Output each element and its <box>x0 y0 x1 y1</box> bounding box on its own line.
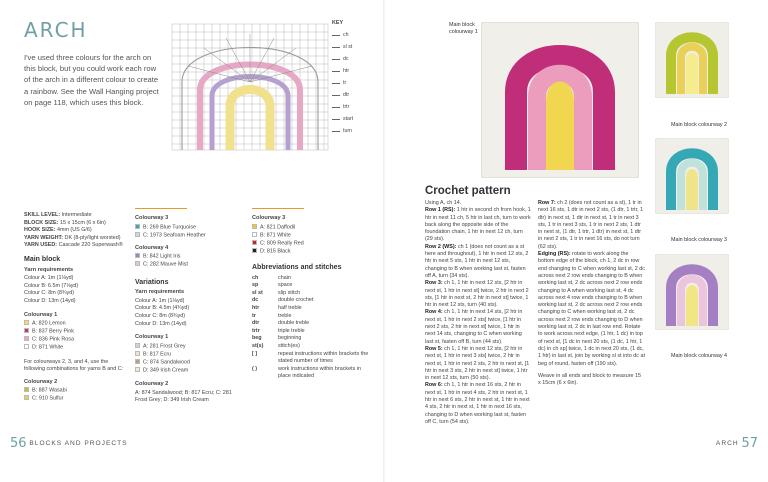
swatch <box>252 240 257 245</box>
colourway-swatch-row: B: 887 Wasabi <box>24 387 130 395</box>
colourway-swatch-row: C: 874 Sandalwood <box>135 359 241 367</box>
colourway-2-heading: Colourway 2 <box>24 378 58 385</box>
colourway-swatch-row: C: 910 Sulfur <box>24 395 130 403</box>
block-size: BLOCK SIZE: 15 x 15cm (6 x 6in) <box>24 219 106 226</box>
pattern-row: Weave in all ends and block to measure 15 x 15cm (6 x 6in). <box>538 372 641 387</box>
yarn-req-item: Colour B: 6.5m (7⅛yd) <box>24 282 79 289</box>
colourway-swatch-row: D: 871 White <box>24 344 130 352</box>
pattern-column-2 <box>538 200 645 387</box>
colourway-swatch-row: A: 281 Frost Grey <box>135 343 241 351</box>
swatch <box>24 395 29 400</box>
key-item: trtr <box>332 101 376 113</box>
pattern-column-1 <box>425 200 531 426</box>
colourway-swatch-row: A: 821 Daffodil <box>252 224 370 232</box>
yarn-used: YARN USED: Cascade 220 Superwash® <box>24 242 123 249</box>
swatch <box>135 253 140 258</box>
hook-size: HOOK SIZE: 4mm (US G/6) <box>24 227 92 234</box>
abbreviation-row: ch chain <box>252 274 291 281</box>
abbreviation-row: htr half treble <box>252 304 302 311</box>
crochet-chart-diagram <box>170 22 330 152</box>
colourway-3-caption: Main block colourway 3 <box>671 237 728 243</box>
pattern-row: Row 2 (WS): ch 1 (does not count as a st here and throughout), 1 htr in next 12 sts, 2 htr in next 5 sts, 1 htr in next 12 sts, changing to B when working last st, fasten off A, turn (34 sts). <box>425 243 529 279</box>
yarn-req-item: Colour A: 1m (1⅛yd) <box>135 297 185 304</box>
colourway-swatch-row: B: 842 Light Iris <box>135 253 241 261</box>
yarn-req-item: Colour D: 13m (14yd) <box>135 320 187 327</box>
section-title-left: BLOCKS AND PROJECTS <box>29 440 128 447</box>
skill-level: SKILL LEVEL: Intermediate <box>24 212 92 218</box>
colourway-2-caption: Main block colourway 2 <box>671 122 728 128</box>
abbreviation-row: dtr double treble <box>252 320 310 327</box>
pattern-row: Row 5: ch 1, 1 htr in next 12 sts, [2 htr in next st, 1 htr in next 3 sts] twice, 2 htr in next st, 1 htr in next 2 sts, 2 htr in next st, [1 htr in next 3 sts, 2 htr in next st] twice, 1 htr in next 12 sts, turn (50 sts). <box>425 345 530 382</box>
colourway-3-thumbnail <box>655 138 729 214</box>
colourway-4-heading: Colourway 4 <box>135 244 169 251</box>
colourway-swatch-row: C: 809 Really Red <box>252 240 370 248</box>
variations-req-heading: Yarn requirements <box>135 289 185 296</box>
colourway-swatch-row: C: 282 Mauve Mist <box>135 261 241 269</box>
key-heading: KEY <box>332 20 344 26</box>
page-number-left: 56 <box>10 436 27 451</box>
abbreviation-row: [ ] repeat instructions within brackets the stated number of times <box>252 350 369 365</box>
section-title-right: ARCH <box>715 440 739 447</box>
pattern-row: Edging (RS): rotate to work along the bottom edge of the block, ch 1, 2 dc in row end changing to C when working last st, 2 dc across next 2 row ends changing to B when working last st, 2 dc across next 2 row ends changing to A when working last st, 4 dc across next 4 row ends changing to B when working last st, 2 dc across next 2 row ends changing to C when working last st, 2 dc across next 2 row ends changing to D when working last st, 2 dc in last row end. Rotate to work across next edge, (1 htr, 1 dc) in top of next st, [1 dc in next 20 sts, (1 dc, 1 htr, 1 dc) in ch sp] twice, 1 dc in next 20 sts, (1 dc, 1 htr) in last st, join by working sl st into dc at beg of round, fasten off (190 sts). <box>538 251 645 367</box>
abbreviation-row: ( ) work instructions within brackets in place indicated <box>252 365 361 380</box>
colourway-3-heading: Colourway 3 <box>252 215 286 221</box>
pattern-row: Row 6: ch 1, 1 htr in next 16 sts, 2 htr in next st, 1 htr in next 4 sts, 2 htr in next st, 1 htr in next 6 sts, 2 htr in next st, 1 htr in next 4 sts, 2 htr in next st, 1 htr in next 16 sts, changing to D when working last st, fasten off C, turn (54 sts). <box>425 382 530 425</box>
colourway-3-heading: Colourway 3 <box>135 215 169 221</box>
colourway-1-heading: Colourway 1 <box>24 311 58 318</box>
abbreviation-row: beg beginning <box>252 335 302 342</box>
swatch <box>24 387 29 392</box>
crochet-pattern-heading: Crochet pattern <box>425 185 511 197</box>
abbreviation-row: sl st slip stitch <box>252 289 301 296</box>
swatch <box>252 232 257 237</box>
colourway-swatch-row: C: 836 Pink Rosa <box>24 336 130 344</box>
colourway-swatch-row: B: 837 Berry Pink <box>24 328 130 336</box>
colourway-4-caption: Main block colourway 4 <box>671 353 728 359</box>
pattern-row: Row 1 (RS): 1 htr in second ch from hook, 1 htr in next 11 ch, 5 htr in last ch, turn to work back along the opposite side of the foundation chain, 1 htr in next 12 ch, turn (29 sts). <box>425 207 531 243</box>
page-number-right: 57 <box>741 436 758 451</box>
key-item: dtr <box>332 89 376 101</box>
page-gutter <box>383 0 385 482</box>
colourway-swatch-row: B: 269 Blue Turquoise <box>135 224 241 232</box>
materials-column-2 <box>135 212 241 405</box>
yarn-req-item: Colour D: 13m (14yd) <box>24 297 76 304</box>
swatch <box>135 232 140 237</box>
swatch <box>135 261 140 266</box>
abbreviation-row: st(s) stitch(es) <box>252 342 300 349</box>
intro-paragraph: I've used three colours for the arch on this block, but you could work each row of the arch in a different colour to create a rainbow. See the Wall Hanging project on page 118, which uses this block. <box>24 53 159 107</box>
orange-rule <box>135 208 187 209</box>
yarn-req-item: Colour B: 4.5m (4¾yd) <box>135 305 190 312</box>
abbreviations-list <box>252 275 370 381</box>
materials-column-1 <box>24 212 130 403</box>
main-block-caption: Main block colourway 1 <box>449 22 478 35</box>
pattern-row: Row 3: ch 1, 1 htr in next 12 sts, [2 htr in next st, 1 htr in next st] twice, 2 htr in next 2 sts, [1 htr in next st, 2 htr in next st] twice, 1 htr in next 12 sts, turn (40 sts). <box>425 280 529 309</box>
right-footer <box>716 436 758 451</box>
swatch <box>24 328 29 333</box>
colourway-swatch-row: D: 815 Black <box>252 248 370 256</box>
variation-colourway-1-heading: Colourway 1 <box>135 334 169 341</box>
variation-colourway-2-heading: Colourway 2 <box>135 381 169 388</box>
pattern-row: Row 7: ch 2 (does not count as a st), 1 tr in next 16 sts, 1 dtr in next 2 sts, (1 dtr, 1 trtr, 1 dtr) in next st, 1 dtr in next st, 1 tr in next 3 sts, 1 tr in next 3 sts, 1 tr in next 2 sts, 1 dtr in next st, (1 dtr, 1 trtr, 1 dtr) in next st, 1 dtr in next 2 sts, 1 tr in next 16 sts, do not turn (62 sts). <box>538 200 644 250</box>
swatch <box>252 224 257 229</box>
pattern-row: Row 4: ch 1, 1 htr in next 14 sts, [2 htr in next st, 1 htr in next 2 sts] twice, [1 htr in next 2 sts, 2 htr in next st] twice, 1 htr in next 14 sts, changing to C when working last st, fasten off B, turn (44 sts). <box>425 309 523 345</box>
variations-heading: Variations <box>135 278 169 286</box>
abbreviation-row: sp space <box>252 282 293 289</box>
swatch <box>24 336 29 341</box>
pattern-row: Using A, ch 14. <box>425 200 462 206</box>
left-footer <box>10 436 128 451</box>
swatch <box>135 351 140 356</box>
main-block-photo <box>481 22 639 178</box>
colourway-note: For colourways 2, 3, and 4, use the following combinations for yarns B and C: <box>24 358 124 373</box>
yarn-req-item: Colour C: 8m (8¾yd) <box>24 290 75 297</box>
colourway-swatch-row: B: 817 Ecru <box>135 351 241 359</box>
colourway-swatch-row: D: 349 Irish Cream <box>135 367 241 375</box>
swatch <box>24 320 29 325</box>
key-item: sl st <box>332 41 376 53</box>
colourway-4-thumbnail <box>655 254 729 330</box>
chart-key <box>332 20 376 137</box>
colourway-swatch-row: A: 820 Lemon <box>24 320 130 328</box>
colourway-swatch-row: C: 1973 Seafoam Heather <box>135 232 241 240</box>
abbreviation-row: tr treble <box>252 312 292 319</box>
page-title: ARCH <box>24 18 88 42</box>
colourway-2-thumbnail <box>655 22 729 98</box>
yarn-weight: YARN WEIGHT: DK (8-ply/light worsted) <box>24 234 121 241</box>
abbreviations-heading: Abbreviations and stitches <box>252 263 342 271</box>
swatch <box>135 224 140 229</box>
key-item: htr <box>332 65 376 77</box>
key-item: start <box>332 113 376 125</box>
orange-rule <box>252 208 304 209</box>
abbreviation-row: trtr triple treble <box>252 327 305 334</box>
key-item: dc <box>332 53 376 65</box>
yarn-req-heading: Yarn requirements <box>24 266 74 273</box>
key-item: tr <box>332 77 376 89</box>
yarn-req-item: Colour C: 8m (8¾yd) <box>135 312 186 319</box>
swatch <box>135 359 140 364</box>
key-item: turn <box>332 125 376 137</box>
swatch <box>135 367 140 372</box>
abbreviation-row: dc double crochet <box>252 297 314 304</box>
main-block-heading: Main block <box>24 255 61 263</box>
yarn-req-item: Colour A: 1m (1⅛yd) <box>24 275 74 282</box>
swatch <box>135 343 140 348</box>
swatch <box>24 344 29 349</box>
key-item: ch <box>332 29 376 41</box>
swatch <box>252 248 257 253</box>
variation-colourway-2-text: A: 874 Sandalwood; B: 817 Ecru; C: 281 Frost Grey; D: 349 Irish Cream <box>135 389 232 404</box>
materials-column-3 <box>252 212 370 381</box>
colourway-swatch-row: B: 871 White <box>252 232 370 240</box>
